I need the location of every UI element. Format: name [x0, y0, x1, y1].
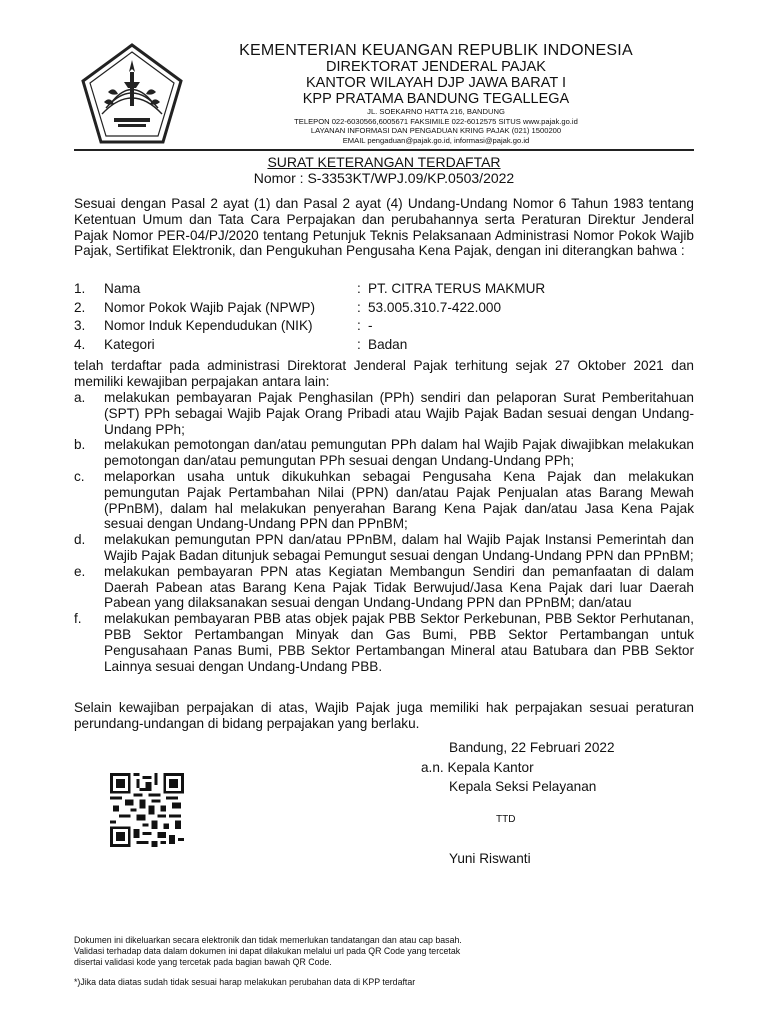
list-item [74, 564, 694, 611]
row-label: Nomor Pokok Wajib Pajak (NPWP) [104, 299, 316, 315]
tax-office-name: KPP PRATAMA BANDUNG TEGALLEGA [302, 91, 570, 107]
list-marker: d. [74, 532, 86, 548]
taxpayer-row [74, 299, 694, 318]
taxpayer-name: PT. CITRA TERUS MAKMUR [368, 281, 546, 296]
obligations-list [74, 390, 694, 674]
list-item [74, 469, 694, 532]
document-title: SURAT KETERANGAN TERDAFTAR [267, 154, 501, 170]
list-marker: b. [74, 437, 86, 453]
footer-note-line: Validasi terhadap data dalam dokumen ini dapat dilakukan melalui url pada QR Code yang tercetak [74, 946, 461, 956]
row-colon: : [357, 281, 361, 296]
taxpayer-row [74, 317, 694, 336]
document-number: Nomor : S-3353KT/WPJ.09/KP.0503/2022 [253, 170, 515, 186]
row-number: 2. [74, 299, 86, 315]
list-marker: a. [74, 390, 86, 405]
ttd-mark: TTD [496, 814, 516, 825]
list-text: melaporkan usaha untuk dikukuhkan sebagai Pengusaha Kena Pajak dan melakukan pemungutan Pajak Pertambahan Nilai (PPN) dan/atau Pajak Penjualan atas Barang Mewah (PPnBM), dalam hal melakukan penyerahan Barang Kena Pajak dan/atau Jasa Kena Pajak sesuai dengan Undang-Undang PPN dan PPnBM; [104, 468, 694, 532]
directorate-name: DIREKTORAT JENDERAL PAJAK [326, 59, 546, 75]
list-marker: f. [74, 611, 82, 627]
taxpayer-category: Badan [368, 336, 408, 352]
row-colon: : [357, 318, 361, 333]
letterhead [186, 42, 686, 145]
opening-paragraph: Sesuai dengan Pasal 2 ayat (1) dan Pasal 2 ayat (4) Undang-Undang Nomor 6 Tahun 1983 tentang Ketentuan Umum dan Tata Cara Perpajakan dan perubahannya serta Peraturan Direktur Jenderal Pajak Nomor PER-04/PJ/2020 tentang Petunjuk Teknis Pelaksanaan Administrasi Nomor Pokok Wajib Pajak, Sertifikat Elektronik, dan Pengukuhan Pengusaha Kena Pajak, dengan ini diterangkan bahwa : [74, 196, 694, 259]
qr-code-icon [110, 773, 184, 847]
footer-disclaimer: *)Jika data diatas sudah tidak sesuai harap melakukan perubahan data di KPP terdaftar [74, 977, 416, 987]
row-number: 4. [74, 336, 86, 352]
row-label: Nomor Induk Kependudukan (NIK) [104, 318, 313, 333]
registration-paragraph: telah terdaftar pada administrasi Direktorat Jenderal Pajak terhitung sejak 27 Oktober 2021 dan memiliki kewajiban perpajakan antara lain: [74, 358, 694, 389]
taxpayer-row [74, 280, 694, 299]
footer-note-line: Dokumen ini dikeluarkan secara elektronik dan tidak memerlukan tandatangan dan atau cap basah. [74, 935, 462, 945]
ministry-logo-icon [78, 42, 186, 150]
taxpayer-row [74, 336, 694, 355]
signer-name: Yuni Riswanti [449, 851, 531, 866]
row-colon: : [357, 336, 361, 352]
row-label: Kategori [104, 336, 155, 352]
row-colon: : [357, 299, 361, 315]
document-title-block [74, 154, 694, 186]
office-email: EMAIL pengaduan@pajak.go.id, informasi@pajak.go.id [342, 135, 530, 145]
office-phone: TELEPON 022-6030566,6005671 FAKSIMILE 022-6012575 SITUS www.pajak.go.id [294, 116, 578, 126]
signer-position: Kepala Seksi Pelayanan [449, 779, 597, 794]
list-text: melakukan pemotongan dan/atau pemungutan PPh dalam hal Wajib Pajak diwajibkan melakukan pemotongan dan/atau pemungutan PPh sesuai dengan Undang-Undang PPh; [104, 437, 694, 469]
list-text: melakukan pemungutan PPN dan/atau PPnBM, dalam hal Wajib Pajak Instansi Pemerintah dan Wajib Pajak Badan ditunjuk sebagai Pemungut sesuai dengan Undang-Undang PPN dan PPnBM; [104, 532, 694, 563]
footer-note [74, 935, 634, 968]
header-divider [74, 149, 694, 151]
list-item [74, 390, 694, 437]
list-marker: e. [74, 563, 86, 579]
list-text: melakukan pembayaran PBB atas objek pajak PBB Sektor Perkebunan, PBB Sektor Perhutanan, PBB Sektor Pertambangan Minyak dan Gas Bumi, PBB Sektor Pertambangan untuk Pengusahaan Panas Bumi, PBB Sektor Pertambangan Mineral atau Batubara dan PBB Sektor Lainnya sesuai dengan Undang-Undang PBB. [104, 611, 694, 674]
list-item [74, 611, 694, 674]
taxpayer-data [74, 280, 694, 354]
list-item [74, 532, 694, 564]
row-number: 3. [74, 318, 86, 333]
closing-paragraph: Selain kewajiban perpajakan di atas, Wajib Pajak juga memiliki hak perpajakan sesuai peraturan perundang-undangan di bidang perpajakan yang berlaku. [74, 700, 694, 731]
place-date: Bandung, 22 Februari 2022 [449, 740, 615, 755]
service-line: LAYANAN INFORMASI DAN PENGADUAN KRING PAJAK (021) 1500200 [310, 126, 562, 135]
ministry-name: KEMENTERIAN KEUANGAN REPUBLIK INDONESIA [239, 42, 633, 59]
on-behalf-label: a.n. Kepala Kantor [421, 760, 534, 775]
list-text: melakukan pembayaran PPN atas Kegiatan Membangun Sendiri dan pemanfaatan di dalam Daerah Pabean atas Barang Kena Pajak Tidak Berwujud/Jasa Kena Pajak dari luar Daerah Pabean yang dilaksanakan sesuai dengan Undang-Undang PPN dan PPnBM; dan/atau [104, 563, 694, 611]
list-item [74, 437, 694, 469]
row-number: 1. [74, 281, 86, 296]
taxpayer-npwp: 53.005.310.7-422.000 [368, 299, 502, 315]
list-marker: c. [74, 468, 85, 484]
footer-note-line: disertai validasi kode yang tercetak pada bagian bawah QR Code. [74, 957, 332, 967]
regional-office-name: KANTOR WILAYAH DJP JAWA BARAT I [306, 75, 566, 91]
list-text: melakukan pembayaran Pajak Penghasilan (PPh) sendiri dan pelaporan Surat Pemberitahuan (SPT) PPh sebagai Wajib Pajak Orang Pribadi atau Wajib Pajak Badan sesuai dengan Undang-Undang PPh; [104, 390, 694, 437]
taxpayer-nik: - [368, 318, 373, 333]
row-label: Nama [104, 281, 141, 296]
office-address: JL. SOEKARNO HATTA 216, BANDUNG [367, 107, 505, 116]
